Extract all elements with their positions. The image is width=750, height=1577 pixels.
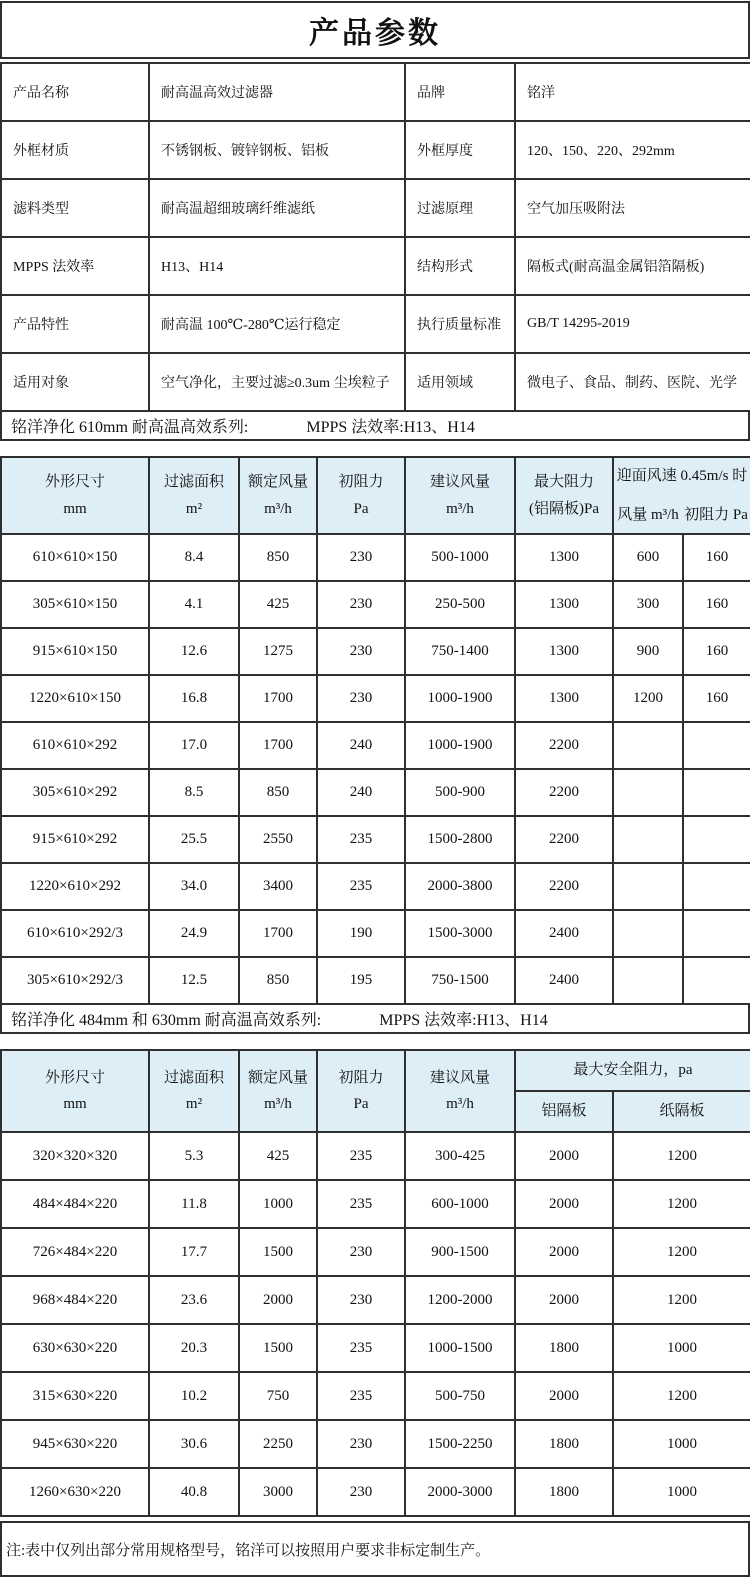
series-610-efficiency: MPPS 法效率:H13、H14 <box>306 419 475 436</box>
data-cell: 30.6 <box>149 1420 239 1468</box>
spec-row <box>1 353 750 411</box>
data-cell: 305×610×292/3 <box>1 957 149 1004</box>
header-cell: 外形尺寸 mm <box>1 1050 149 1132</box>
data-cell: 630×630×220 <box>1 1324 149 1372</box>
data-cell: 600 <box>613 534 683 581</box>
header-cell-face-velocity: 迎面风速 0.45m/s 时 风量 m³/h 初阻力 Pa <box>613 457 750 534</box>
data-cell: 160 <box>683 534 750 581</box>
data-cell: 915×610×150 <box>1 628 149 675</box>
spec-value-cell: 耐高温超细玻璃纤维滤纸 <box>149 179 405 237</box>
page-title: 产品参数 <box>0 1 750 59</box>
data-cell: 2200 <box>515 722 613 769</box>
data-cell: 2000 <box>515 1132 613 1180</box>
data-cell: 8.4 <box>149 534 239 581</box>
spec-table <box>0 62 750 412</box>
data-cell: 190 <box>317 910 405 957</box>
data-cell: 2200 <box>515 863 613 910</box>
data-cell: 2550 <box>239 816 317 863</box>
data-cell: 1260×630×220 <box>1 1468 149 1516</box>
header-cell: 外形尺寸 mm <box>1 457 149 534</box>
data-cell: 17.0 <box>149 722 239 769</box>
data-cell <box>613 816 683 863</box>
data-cell: 1000-1900 <box>405 675 515 722</box>
data-cell: 17.7 <box>149 1228 239 1276</box>
table-row <box>1 1324 750 1372</box>
spec-value-cell: 铭洋 <box>515 63 750 121</box>
data-cell: 2000 <box>239 1276 317 1324</box>
header-cell: 初阻力 Pa <box>317 457 405 534</box>
data-cell: 850 <box>239 769 317 816</box>
data-cell: 235 <box>317 1372 405 1420</box>
spec-label-cell: 产品特性 <box>1 295 149 353</box>
series-610-table <box>0 456 750 1005</box>
data-cell: 1220×610×150 <box>1 675 149 722</box>
spec-value-cell: 隔板式(耐高温金属铝箔隔板) <box>515 237 750 295</box>
data-cell: 850 <box>239 534 317 581</box>
spec-row <box>1 295 750 353</box>
header-cell: 过滤面积 m² <box>149 1050 239 1132</box>
data-cell: 1700 <box>239 910 317 957</box>
data-cell: 1500 <box>239 1228 317 1276</box>
data-cell: 160 <box>683 581 750 628</box>
data-cell: 500-900 <box>405 769 515 816</box>
data-cell: 250-500 <box>405 581 515 628</box>
data-cell: 235 <box>317 1180 405 1228</box>
data-cell: 1200 <box>613 1132 750 1180</box>
header-cell: 额定风量 m³/h <box>239 1050 317 1132</box>
data-cell: 230 <box>317 1276 405 1324</box>
data-cell: 305×610×150 <box>1 581 149 628</box>
data-cell: 915×610×292 <box>1 816 149 863</box>
table-row <box>1 534 750 581</box>
spec-row <box>1 237 750 295</box>
data-cell <box>613 957 683 1004</box>
data-cell: 500-750 <box>405 1372 515 1420</box>
data-cell: 5.3 <box>149 1132 239 1180</box>
data-cell: 1200 <box>613 1372 750 1420</box>
spec-label-cell: 产品名称 <box>1 63 149 121</box>
data-cell: 1200-2000 <box>405 1276 515 1324</box>
spec-label-cell: 滤料类型 <box>1 179 149 237</box>
data-cell: 4.1 <box>149 581 239 628</box>
data-cell: 235 <box>317 1132 405 1180</box>
data-cell: 2000 <box>515 1180 613 1228</box>
table-row <box>1 863 750 910</box>
table-row <box>1 675 750 722</box>
data-cell: 2400 <box>515 957 613 1004</box>
data-cell: 230 <box>317 581 405 628</box>
data-cell: 1000 <box>613 1420 750 1468</box>
spec-value-cell: 耐高温 100℃-280℃运行稳定 <box>149 295 405 353</box>
data-cell: 1300 <box>515 675 613 722</box>
spec-row <box>1 63 750 121</box>
data-cell: 1000 <box>613 1324 750 1372</box>
header-cell-max-resistance: 最大安全阻力，pa <box>515 1050 750 1091</box>
data-cell: 230 <box>317 534 405 581</box>
data-cell: 1300 <box>515 534 613 581</box>
data-cell: 1000-1900 <box>405 722 515 769</box>
data-cell: 12.6 <box>149 628 239 675</box>
data-cell: 230 <box>317 628 405 675</box>
data-cell: 425 <box>239 581 317 628</box>
spec-value-cell: GB/T 14295-2019 <box>515 295 750 353</box>
spec-table-body <box>1 63 750 411</box>
table-row <box>1 816 750 863</box>
table-row <box>1 722 750 769</box>
section-610-label <box>0 410 750 441</box>
data-cell: 2200 <box>515 816 613 863</box>
data-cell <box>613 863 683 910</box>
data-cell: 10.2 <box>149 1372 239 1420</box>
data-cell <box>683 957 750 1004</box>
data-cell: 1500-3000 <box>405 910 515 957</box>
data-cell: 2000 <box>515 1228 613 1276</box>
spec-row <box>1 179 750 237</box>
spec-label-cell: 执行质量标准 <box>405 295 515 353</box>
data-cell <box>613 722 683 769</box>
data-cell: 300-425 <box>405 1132 515 1180</box>
spec-value-cell: 不锈钢板、镀锌钢板、铝板 <box>149 121 405 179</box>
spec-label-cell: 过滤原理 <box>405 179 515 237</box>
header-cell: 最大阻力 (铝隔板)Pa <box>515 457 613 534</box>
data-cell: 484×484×220 <box>1 1180 149 1228</box>
data-cell: 945×630×220 <box>1 1420 149 1468</box>
data-cell: 1500 <box>239 1324 317 1372</box>
spec-label-cell: 结构形式 <box>405 237 515 295</box>
data-cell <box>683 863 750 910</box>
data-cell: 968×484×220 <box>1 1276 149 1324</box>
data-cell: 1700 <box>239 722 317 769</box>
data-cell: 235 <box>317 816 405 863</box>
section-484-630-label <box>0 1003 750 1034</box>
data-cell: 610×610×150 <box>1 534 149 581</box>
footer-note: 注:表中仅列出部分常用规格型号，铭洋可以按照用户要求非标定制生产。 <box>0 1521 750 1577</box>
table-row <box>1 628 750 675</box>
data-cell: 3000 <box>239 1468 317 1516</box>
table-row <box>1 1372 750 1420</box>
data-cell <box>613 769 683 816</box>
data-cell: 34.0 <box>149 863 239 910</box>
data-cell: 1800 <box>515 1420 613 1468</box>
data-cell: 2000 <box>515 1276 613 1324</box>
spec-value-cell: H13、H14 <box>149 237 405 295</box>
data-cell: 300 <box>613 581 683 628</box>
table-row <box>1 1228 750 1276</box>
header-cell: 建议风量 m³/h <box>405 1050 515 1132</box>
data-cell: 230 <box>317 675 405 722</box>
header-subcell: 纸隔板 <box>613 1091 750 1132</box>
header-subcell: 铝隔板 <box>515 1091 613 1132</box>
data-cell: 610×610×292/3 <box>1 910 149 957</box>
series-484-630-efficiency: MPPS 法效率:H13、H14 <box>379 1012 548 1029</box>
data-cell: 1300 <box>515 581 613 628</box>
data-cell: 1700 <box>239 675 317 722</box>
table-row <box>1 910 750 957</box>
data-cell: 900 <box>613 628 683 675</box>
data-cell: 160 <box>683 675 750 722</box>
spec-value-cell: 空气加压吸附法 <box>515 179 750 237</box>
data-cell: 3400 <box>239 863 317 910</box>
data-cell: 850 <box>239 957 317 1004</box>
table-row <box>1 581 750 628</box>
data-cell: 25.5 <box>149 816 239 863</box>
data-cell: 8.5 <box>149 769 239 816</box>
data-cell: 1200 <box>613 1228 750 1276</box>
data-cell: 1000 <box>613 1468 750 1516</box>
data-cell: 1500-2250 <box>405 1420 515 1468</box>
series-610-table-header <box>1 457 750 534</box>
data-cell: 600-1000 <box>405 1180 515 1228</box>
data-cell: 750-1400 <box>405 628 515 675</box>
data-cell: 750-1500 <box>405 957 515 1004</box>
data-cell: 726×484×220 <box>1 1228 149 1276</box>
data-cell: 1800 <box>515 1324 613 1372</box>
data-cell: 500-1000 <box>405 534 515 581</box>
spec-value-cell: 耐高温高效过滤器 <box>149 63 405 121</box>
table-row <box>1 957 750 1004</box>
data-cell: 24.9 <box>149 910 239 957</box>
data-cell: 12.5 <box>149 957 239 1004</box>
table-row <box>1 769 750 816</box>
data-cell: 16.8 <box>149 675 239 722</box>
data-cell: 2200 <box>515 769 613 816</box>
data-cell: 235 <box>317 863 405 910</box>
data-cell: 1500-2800 <box>405 816 515 863</box>
data-cell: 1200 <box>613 675 683 722</box>
data-cell: 240 <box>317 769 405 816</box>
table-row <box>1 1420 750 1468</box>
series-484-630-table-header <box>1 1050 750 1132</box>
table-row <box>1 1132 750 1180</box>
data-cell: 1200 <box>613 1276 750 1324</box>
data-cell: 2400 <box>515 910 613 957</box>
data-cell: 23.6 <box>149 1276 239 1324</box>
data-cell <box>683 722 750 769</box>
data-cell: 1220×610×292 <box>1 863 149 910</box>
data-cell: 610×610×292 <box>1 722 149 769</box>
series-484-630-title: 铭洋净化 484mm 和 630mm 耐高温高效系列: <box>11 1012 322 1029</box>
header-cell: 初阻力 Pa <box>317 1050 405 1132</box>
header-row <box>1 457 750 534</box>
data-cell: 20.3 <box>149 1324 239 1372</box>
data-cell: 2250 <box>239 1420 317 1468</box>
data-cell <box>683 816 750 863</box>
spec-value-cell: 120、150、220、292mm <box>515 121 750 179</box>
series-484-630-table-body <box>1 1132 750 1516</box>
data-cell: 2000-3800 <box>405 863 515 910</box>
data-cell: 11.8 <box>149 1180 239 1228</box>
spec-label-cell: 外框材质 <box>1 121 149 179</box>
data-cell: 1000 <box>239 1180 317 1228</box>
data-cell: 1000-1500 <box>405 1324 515 1372</box>
header-row <box>1 1050 750 1091</box>
header-cell: 额定风量 m³/h <box>239 457 317 534</box>
header-cell: 过滤面积 m² <box>149 457 239 534</box>
spec-label-cell: 外框厚度 <box>405 121 515 179</box>
data-cell: 235 <box>317 1324 405 1372</box>
series-610-title: 铭洋净化 610mm 耐高温高效系列: <box>11 419 249 436</box>
series-610-table-body <box>1 534 750 1004</box>
data-cell: 2000 <box>515 1372 613 1420</box>
data-cell: 160 <box>683 628 750 675</box>
spec-value-cell: 微电子、食品、制药、医院、光学 <box>515 353 750 411</box>
data-cell: 230 <box>317 1228 405 1276</box>
data-cell <box>683 910 750 957</box>
data-cell: 900-1500 <box>405 1228 515 1276</box>
data-cell: 315×630×220 <box>1 1372 149 1420</box>
data-cell: 320×320×320 <box>1 1132 149 1180</box>
data-cell: 425 <box>239 1132 317 1180</box>
data-cell: 1275 <box>239 628 317 675</box>
data-cell: 1300 <box>515 628 613 675</box>
data-cell <box>613 910 683 957</box>
spec-label-cell: 适用领域 <box>405 353 515 411</box>
spec-value-cell: 空气净化，主要过滤≥0.3um 尘埃粒子 <box>149 353 405 411</box>
table-row <box>1 1468 750 1516</box>
header-cell: 建议风量 m³/h <box>405 457 515 534</box>
data-cell: 750 <box>239 1372 317 1420</box>
table-row <box>1 1180 750 1228</box>
data-cell: 195 <box>317 957 405 1004</box>
data-cell: 1200 <box>613 1180 750 1228</box>
data-cell: 230 <box>317 1420 405 1468</box>
table-row <box>1 1276 750 1324</box>
spec-label-cell: 适用对象 <box>1 353 149 411</box>
data-cell: 240 <box>317 722 405 769</box>
data-cell: 1800 <box>515 1468 613 1516</box>
data-cell: 305×610×292 <box>1 769 149 816</box>
series-484-630-table <box>0 1049 750 1517</box>
data-cell <box>683 769 750 816</box>
data-cell: 2000-3000 <box>405 1468 515 1516</box>
data-cell: 40.8 <box>149 1468 239 1516</box>
spec-label-cell: MPPS 法效率 <box>1 237 149 295</box>
spec-row <box>1 121 750 179</box>
data-cell: 230 <box>317 1468 405 1516</box>
spec-label-cell: 品牌 <box>405 63 515 121</box>
